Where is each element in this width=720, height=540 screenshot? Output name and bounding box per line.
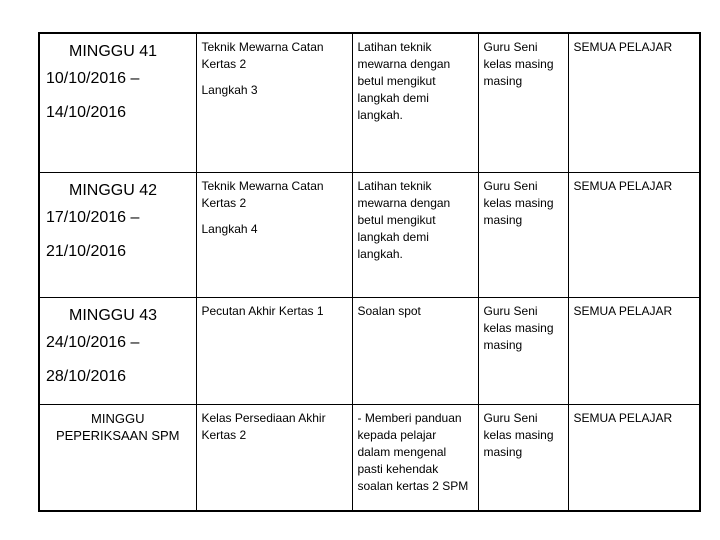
date-end: 21/10/2016 — [46, 243, 127, 260]
activity-cell — [352, 33, 478, 173]
teacher-cell — [478, 298, 568, 405]
target-text: SEMUA PELAJAR — [573, 411, 673, 425]
table-row — [39, 33, 700, 173]
date-start: 17/10/2016 – — [46, 209, 140, 226]
date-end: 28/10/2016 — [46, 368, 127, 385]
topic-text: Teknik Mewarna Catan Kertas 2 — [201, 40, 324, 71]
activity-cell — [352, 173, 478, 298]
target-text: SEMUA PELAJAR — [573, 40, 673, 54]
week-cell — [39, 298, 196, 405]
activity-cell — [352, 298, 478, 405]
step-text: Langkah 3 — [201, 83, 258, 97]
target-cell — [568, 298, 700, 405]
target-cell — [568, 33, 700, 173]
week-label: MINGGU 42 — [69, 182, 158, 199]
teacher-text: Guru Seni kelas masing masing — [483, 411, 554, 459]
topic-text: Kelas Persediaan Akhir Kertas 2 — [201, 411, 326, 442]
date-start: 24/10/2016 – — [46, 334, 140, 351]
week-cell — [39, 33, 196, 173]
topic-text: Teknik Mewarna Catan Kertas 2 — [201, 179, 324, 210]
activity-text: Latihan teknik mewarna dengan betul mengikut langkah demi langkah. — [357, 179, 451, 261]
target-text: SEMUA PELAJAR — [573, 304, 673, 318]
week-label: MINGGU 43 — [69, 307, 158, 324]
date-end: 14/10/2016 — [46, 104, 127, 121]
week-cell — [39, 405, 196, 512]
week-label: MINGGU 41 — [69, 43, 158, 60]
teacher-cell — [478, 33, 568, 173]
teacher-text: Guru Seni kelas masing masing — [483, 40, 554, 88]
teacher-cell — [478, 173, 568, 298]
date-start: 10/10/2016 – — [46, 70, 140, 87]
teacher-text: Guru Seni kelas masing masing — [483, 304, 554, 352]
topic-text: Pecutan Akhir Kertas 1 — [201, 304, 324, 318]
topic-cell — [196, 405, 352, 512]
table-row — [39, 173, 700, 298]
step-text: Langkah 4 — [201, 222, 258, 236]
activity-text: Latihan teknik mewarna dengan betul mengikut langkah demi langkah. — [357, 40, 451, 122]
schedule-table — [38, 32, 701, 512]
week-cell — [39, 173, 196, 298]
week-label: MINGGU PEPERIKSAAN SPM — [55, 411, 180, 443]
topic-cell — [196, 173, 352, 298]
teacher-text: Guru Seni kelas masing masing — [483, 179, 554, 227]
topic-cell — [196, 298, 352, 405]
topic-cell — [196, 33, 352, 173]
target-text: SEMUA PELAJAR — [573, 179, 673, 193]
table-row — [39, 298, 700, 405]
target-cell — [568, 405, 700, 512]
activity-text: - Memberi panduan kepada pelajar dalam mengenal pasti kehendak soalan kertas 2 SPM — [357, 411, 469, 493]
target-cell — [568, 173, 700, 298]
activity-cell — [352, 405, 478, 512]
teacher-cell — [478, 405, 568, 512]
activity-text: Soalan spot — [357, 304, 421, 318]
table-row — [39, 405, 700, 512]
